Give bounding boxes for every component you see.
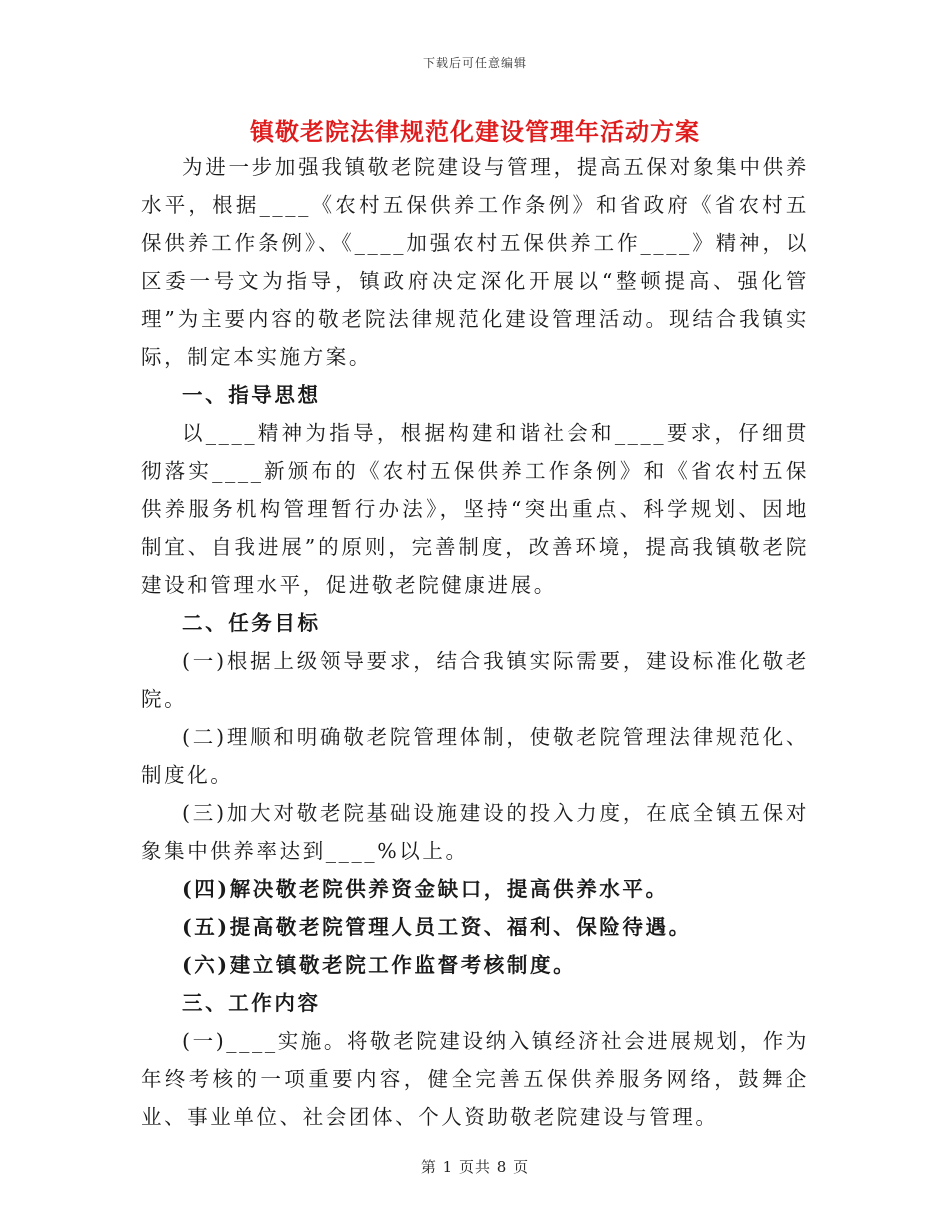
section-heading-work-content: 三、工作内容 (182, 991, 321, 1015)
page-header-note: 下载后可任意编辑 (422, 56, 527, 70)
document-body (141, 148, 809, 1136)
task-goal-item-2: (二)理顺和明确敬老院管理体制，使敬老院管理法律规范化、制度化。 (141, 725, 809, 787)
task-goal-item-6: (六)建立镇敬老院工作监督考核制度。 (182, 953, 577, 977)
guiding-ideology-paragraph: 以____精神为指导，根据构建和谐社会和____要求，仔细贯彻落实____新颁布的《农村五保供养工作条例》和《省农村五保供养服务机构管理暂行办法》，坚持“突出重点、科学规划、因地制宜、自我进展”的原则，完善制度，改善环境，提高我镇敬老院建设和管理水平，促进敬老院健康进展。 (141, 421, 809, 597)
page-footer: 第 1 页共 8 页 (420, 1158, 530, 1176)
section-heading-task-goals: 二、任务目标 (182, 611, 321, 635)
task-goal-item-4: (四)解决敬老院供养资金缺口，提高供养水平。 (182, 877, 669, 901)
document-title: 镇敬老院法律规范化建设管理年活动方案 (250, 117, 700, 146)
task-goal-item-1: (一)根据上级领导要求，结合我镇实际需要，建设标准化敬老院。 (141, 649, 809, 711)
intro-paragraph: 为进一步加强我镇敬老院建设与管理，提高五保对象集中供养水平，根据____《农村五保供养工作条例》和省政府《省农村五保供养工作条例》、《____加强农村五保供养工作____》精神，以区委一号文为指导，镇政府决定深化开展以“整顿提高、强化管理”为主要内容的敬老院法律规范化建设管理活动。现结合我镇实际，制定本实施方案。 (141, 155, 809, 369)
work-content-item-1: (一)____实施。将敬老院建设纳入镇经济社会进展规划，作为年终考核的一项重要内容，健全完善五保供养服务网络，鼓舞企业、事业单位、社会团体、个人资助敬老院建设与管理。 (141, 1029, 809, 1129)
task-goal-item-3: (三)加大对敬老院基础设施建设的投入力度，在底全镇五保对象集中供养率达到____%以上。 (141, 801, 809, 863)
section-heading-guiding-ideology: 一、指导思想 (182, 383, 321, 407)
task-goal-item-5: (五)提高敬老院管理人员工资、福利、保险待遇。 (182, 915, 692, 939)
